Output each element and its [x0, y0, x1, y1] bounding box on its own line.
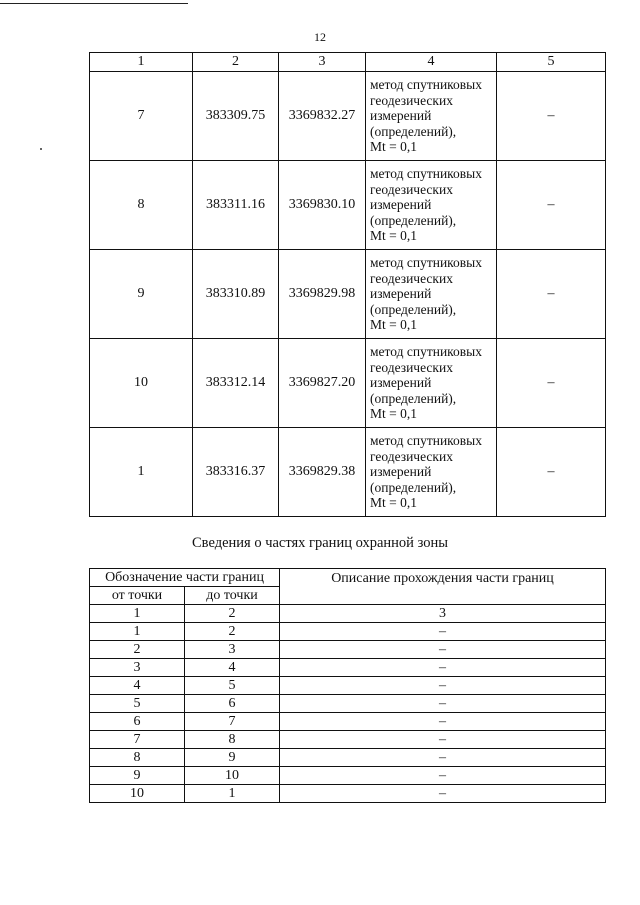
x-coordinate-cell: 383316.37 — [193, 428, 279, 517]
table-row — [90, 767, 606, 785]
header-rule — [0, 3, 188, 4]
from-point-cell: 5 — [90, 695, 185, 713]
method-line: метод спутниковых — [370, 433, 482, 449]
to-point-cell: 8 — [185, 731, 280, 749]
table-row — [90, 339, 606, 428]
note-cell: – — [497, 161, 606, 250]
boundary-parts-table — [89, 568, 606, 803]
table-row — [90, 161, 606, 250]
scan-speck — [40, 148, 42, 150]
description-cell: – — [280, 695, 606, 713]
table-row — [90, 659, 606, 677]
to-point-cell: 1 — [185, 785, 280, 803]
point-cell: 7 — [90, 72, 193, 161]
col-header-2: 2 — [193, 53, 279, 72]
note-cell: – — [497, 428, 606, 517]
to-point-cell: 3 — [185, 641, 280, 659]
method-cell — [366, 250, 497, 339]
parts-head-row-1 — [90, 569, 606, 587]
method-line: (определений), — [370, 212, 457, 228]
method-line: измерений — [370, 375, 432, 391]
col-header-5: 5 — [497, 53, 606, 72]
table-row — [90, 428, 606, 517]
description-cell: – — [280, 767, 606, 785]
x-coordinate-cell: 383310.89 — [193, 250, 279, 339]
description-cell: – — [280, 641, 606, 659]
method-line: Mt = 0,1 — [370, 317, 417, 333]
to-point-header: до точки — [185, 587, 280, 605]
point-cell: 10 — [90, 339, 193, 428]
from-point-header: от точки — [90, 587, 185, 605]
to-point-cell: 7 — [185, 713, 280, 731]
method-line: (определений), — [370, 301, 457, 317]
from-point-cell: 4 — [90, 677, 185, 695]
to-point-cell: 6 — [185, 695, 280, 713]
section-title: Сведения о частях границ охранной зоны — [192, 535, 448, 551]
method-line: геодезических — [370, 92, 453, 108]
x-coordinate-cell: 383311.16 — [193, 161, 279, 250]
method-line: метод спутниковых — [370, 255, 482, 271]
description-cell: – — [280, 677, 606, 695]
from-point-cell: 3 — [90, 659, 185, 677]
method-cell — [366, 161, 497, 250]
method-line: (определений), — [370, 123, 457, 139]
method-line: Mt = 0,1 — [370, 495, 417, 511]
y-coordinate-cell: 3369830.10 — [279, 161, 366, 250]
from-point-cell: 8 — [90, 749, 185, 767]
method-line: геодезических — [370, 181, 453, 197]
to-point-cell: 9 — [185, 749, 280, 767]
note-cell: – — [497, 339, 606, 428]
table-row — [90, 731, 606, 749]
to-point-cell: 10 — [185, 767, 280, 785]
method-line: измерений — [370, 108, 432, 124]
method-line: измерений — [370, 286, 432, 302]
method-line: Mt = 0,1 — [370, 406, 417, 422]
to-point-cell: 5 — [185, 677, 280, 695]
method-cell — [366, 428, 497, 517]
table-row — [90, 785, 606, 803]
from-point-cell: 10 — [90, 785, 185, 803]
point-cell: 8 — [90, 161, 193, 250]
from-point-cell: 7 — [90, 731, 185, 749]
to-point-cell: 4 — [185, 659, 280, 677]
method-line: геодезических — [370, 270, 453, 286]
note-cell: – — [497, 250, 606, 339]
note-cell: – — [497, 72, 606, 161]
from-point-cell: 9 — [90, 767, 185, 785]
parts-index-row — [90, 605, 606, 623]
description-cell: – — [280, 623, 606, 641]
col-header-3: 3 — [279, 53, 366, 72]
description-header: Описание прохождения части границ — [280, 569, 606, 605]
x-coordinate-cell: 383309.75 — [193, 72, 279, 161]
table-row — [90, 250, 606, 339]
to-point-cell: 2 — [185, 623, 280, 641]
method-cell — [366, 339, 497, 428]
method-cell — [366, 72, 497, 161]
coordinates-table — [89, 52, 606, 517]
col-header-4: 4 — [366, 53, 497, 72]
method-line: измерений — [370, 464, 432, 480]
point-cell: 9 — [90, 250, 193, 339]
point-cell: 1 — [90, 428, 193, 517]
y-coordinate-cell: 3369827.20 — [279, 339, 366, 428]
method-line: измерений — [370, 197, 432, 213]
index-cell-3: 3 — [280, 605, 606, 623]
method-line: Mt = 0,1 — [370, 139, 417, 155]
page-number: 12 — [314, 30, 326, 44]
method-line: геодезических — [370, 448, 453, 464]
from-point-cell: 1 — [90, 623, 185, 641]
method-line: метод спутниковых — [370, 344, 482, 360]
from-point-cell: 2 — [90, 641, 185, 659]
description-cell: – — [280, 659, 606, 677]
method-line: метод спутниковых — [370, 77, 482, 93]
table-row — [90, 713, 606, 731]
index-cell-2: 2 — [185, 605, 280, 623]
from-point-cell: 6 — [90, 713, 185, 731]
table-row — [90, 749, 606, 767]
table-row — [90, 641, 606, 659]
method-line: геодезических — [370, 359, 453, 375]
method-line: (определений), — [370, 390, 457, 406]
description-cell: – — [280, 713, 606, 731]
coordinates-header-row — [90, 53, 606, 72]
y-coordinate-cell: 3369829.38 — [279, 428, 366, 517]
description-cell: – — [280, 749, 606, 767]
x-coordinate-cell: 383312.14 — [193, 339, 279, 428]
method-line: Mt = 0,1 — [370, 228, 417, 244]
designation-header: Обозначение части границ — [90, 569, 280, 587]
method-line: (определений), — [370, 479, 457, 495]
table-row — [90, 677, 606, 695]
description-cell: – — [280, 731, 606, 749]
description-cell: – — [280, 785, 606, 803]
table-row — [90, 623, 606, 641]
y-coordinate-cell: 3369829.98 — [279, 250, 366, 339]
table-row — [90, 72, 606, 161]
index-cell-1: 1 — [90, 605, 185, 623]
col-header-1: 1 — [90, 53, 193, 72]
table-row — [90, 695, 606, 713]
method-line: метод спутниковых — [370, 166, 482, 182]
y-coordinate-cell: 3369832.27 — [279, 72, 366, 161]
